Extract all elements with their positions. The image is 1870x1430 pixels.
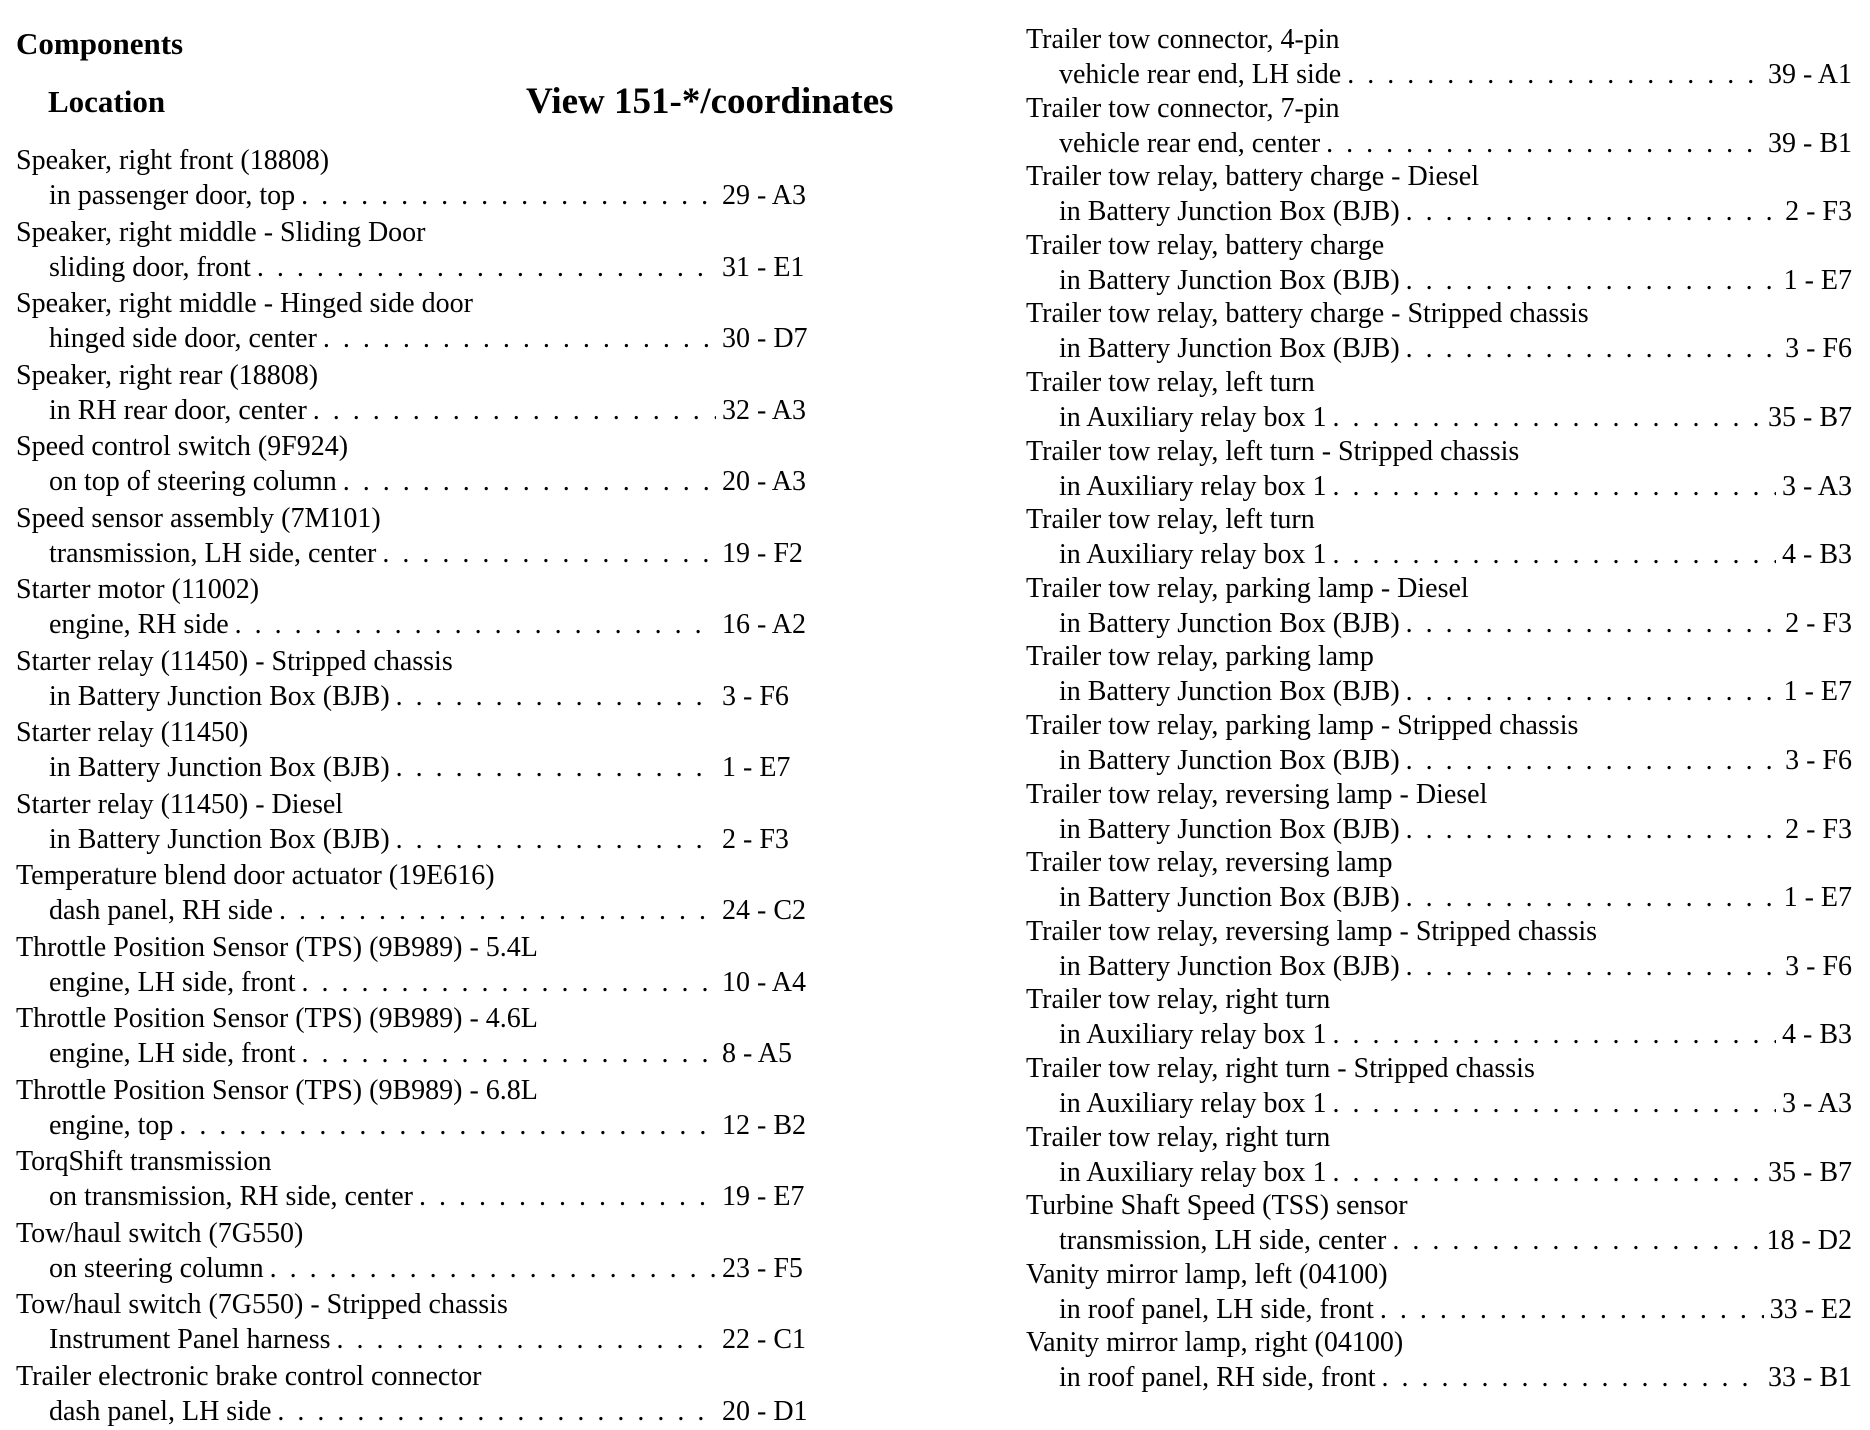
component-location-row xyxy=(1026,1223,1852,1258)
component-location: engine, LH side, front xyxy=(49,1036,296,1071)
component-name: Turbine Shaft Speed (TSS) sensor xyxy=(1026,1188,1852,1223)
component-entry xyxy=(16,1144,848,1216)
view-coordinate: 4 - B3 xyxy=(1782,1017,1852,1052)
component-name: Vanity mirror lamp, right (04100) xyxy=(1026,1325,1852,1360)
view-coordinate: 1 - E7 xyxy=(1784,880,1852,915)
component-location-row xyxy=(16,178,848,213)
component-name: Throttle Position Sensor (TPS) (9B989) - 5.4L xyxy=(16,930,848,965)
dot-leader xyxy=(277,1394,716,1429)
component-name: Trailer electronic brake control connector xyxy=(16,1359,848,1394)
view-coordinate: 33 - B1 xyxy=(1768,1360,1852,1395)
component-location-row xyxy=(16,822,848,857)
component-location-row xyxy=(16,1036,848,1071)
component-entry xyxy=(16,715,848,787)
dot-leader xyxy=(1380,1292,1764,1327)
component-entry xyxy=(16,858,848,930)
component-location: engine, RH side xyxy=(49,607,229,642)
component-name: Speaker, right middle - Hinged side door xyxy=(16,286,848,321)
dot-leader xyxy=(1326,126,1762,161)
dot-leader xyxy=(1333,469,1776,504)
dot-leader xyxy=(1333,537,1776,572)
view-coordinate: 22 - C1 xyxy=(722,1322,848,1357)
dot-leader xyxy=(396,822,716,857)
component-location-row xyxy=(16,393,848,428)
component-name: Trailer tow relay, parking lamp - Diesel xyxy=(1026,571,1852,606)
view-coordinate: 24 - C2 xyxy=(722,893,848,928)
component-location-row xyxy=(1026,469,1852,504)
component-entry xyxy=(16,572,848,644)
component-name: Trailer tow relay, parking lamp xyxy=(1026,639,1852,674)
view-coordinate: 3 - F6 xyxy=(1785,743,1852,778)
component-location: in Auxiliary relay box 1 xyxy=(1059,1155,1327,1190)
component-entry xyxy=(1026,1257,1852,1326)
component-location-row xyxy=(1026,1155,1852,1190)
dot-leader xyxy=(257,250,716,285)
component-name: Temperature blend door actuator (19E616) xyxy=(16,858,848,893)
component-name: Trailer tow relay, battery charge xyxy=(1026,228,1852,263)
view-coordinate: 19 - F2 xyxy=(722,536,848,571)
dot-leader xyxy=(396,750,716,785)
dot-leader xyxy=(1333,1086,1776,1121)
dot-leader xyxy=(382,536,716,571)
component-name: Speaker, right middle - Sliding Door xyxy=(16,215,848,250)
component-entry xyxy=(1026,845,1852,914)
view-coordinate: 33 - E2 xyxy=(1770,1292,1852,1327)
component-location-row xyxy=(16,536,848,571)
component-location: in Auxiliary relay box 1 xyxy=(1059,1086,1327,1121)
component-location: in roof panel, RH side, front xyxy=(1059,1360,1376,1395)
component-location: engine, top xyxy=(49,1108,173,1143)
component-entry xyxy=(1026,434,1852,503)
view-coordinate: 39 - B1 xyxy=(1768,126,1852,161)
dot-leader xyxy=(323,321,716,356)
view-coordinate: 20 - A3 xyxy=(722,464,848,499)
component-location-row xyxy=(1026,1086,1852,1121)
component-entry xyxy=(1026,502,1852,571)
dot-leader xyxy=(1406,331,1779,366)
component-entry xyxy=(16,1073,848,1145)
component-location-row xyxy=(1026,537,1852,572)
component-location-row xyxy=(1026,880,1852,915)
component-entry xyxy=(1026,914,1852,983)
component-name: Speed sensor assembly (7M101) xyxy=(16,501,848,536)
component-name: Trailer tow relay, left turn xyxy=(1026,365,1852,400)
component-location-row xyxy=(1026,1360,1852,1395)
view-coordinate: 2 - F3 xyxy=(1785,812,1852,847)
dot-leader xyxy=(179,1108,716,1143)
view-coordinate: 8 - A5 xyxy=(722,1036,848,1071)
component-entry xyxy=(1026,708,1852,777)
component-location: in Battery Junction Box (BJB) xyxy=(49,750,390,785)
view-coordinate: 16 - A2 xyxy=(722,607,848,642)
view-coordinate: 29 - A3 xyxy=(722,178,848,213)
view-coordinate: 3 - F6 xyxy=(1785,331,1852,366)
view-coordinate: 30 - D7 xyxy=(722,321,848,356)
dot-leader xyxy=(396,679,716,714)
dot-leader xyxy=(1406,674,1778,709)
dot-leader xyxy=(313,393,716,428)
component-location: in Battery Junction Box (BJB) xyxy=(1059,812,1400,847)
dot-leader xyxy=(1406,880,1778,915)
component-name: Throttle Position Sensor (TPS) (9B989) - 6.8L xyxy=(16,1073,848,1108)
component-location: in Battery Junction Box (BJB) xyxy=(49,822,390,857)
component-entry xyxy=(16,215,848,287)
component-location: sliding door, front xyxy=(49,250,251,285)
component-entry xyxy=(1026,639,1852,708)
component-entry xyxy=(1026,1325,1852,1394)
component-name: Trailer tow connector, 7-pin xyxy=(1026,91,1852,126)
location-column-header: Location xyxy=(48,84,165,120)
component-name: Vanity mirror lamp, left (04100) xyxy=(1026,1257,1852,1292)
view-coordinate: 39 - A1 xyxy=(1768,57,1852,92)
component-location-row xyxy=(16,321,848,356)
view-coordinate: 32 - A3 xyxy=(722,393,848,428)
component-location: in roof panel, LH side, front xyxy=(1059,1292,1374,1327)
component-name: Tow/haul switch (7G550) xyxy=(16,1216,848,1251)
view-coordinate: 1 - E7 xyxy=(722,750,848,785)
component-name: Trailer tow connector, 4-pin xyxy=(1026,22,1852,57)
component-location-row xyxy=(1026,1292,1852,1327)
component-name: Starter relay (11450) - Diesel xyxy=(16,787,848,822)
component-location: dash panel, LH side xyxy=(49,1394,271,1429)
component-entry xyxy=(1026,571,1852,640)
component-name: Tow/haul switch (7G550) - Stripped chassis xyxy=(16,1287,848,1322)
component-name: Starter motor (11002) xyxy=(16,572,848,607)
section-title: Components xyxy=(16,26,183,62)
dot-leader xyxy=(343,464,716,499)
component-entry xyxy=(16,644,848,716)
component-location-row xyxy=(16,750,848,785)
component-location-row xyxy=(16,1251,848,1286)
component-name: TorqShift transmission xyxy=(16,1144,848,1179)
component-entry xyxy=(16,1359,848,1430)
component-location-row xyxy=(1026,331,1852,366)
dot-leader xyxy=(419,1179,716,1214)
dot-leader xyxy=(1333,1017,1776,1052)
component-entry xyxy=(1026,228,1852,297)
view-coordinate: 35 - B7 xyxy=(1768,1155,1852,1190)
dot-leader xyxy=(1333,1155,1762,1190)
component-name: Speaker, right front (18808) xyxy=(16,143,848,178)
dot-leader xyxy=(1392,1223,1760,1258)
component-location-row xyxy=(16,1394,848,1429)
view-coordinate: 3 - F6 xyxy=(722,679,848,714)
view-coordinate: 35 - B7 xyxy=(1768,400,1852,435)
dot-leader xyxy=(270,1251,716,1286)
component-entry xyxy=(1026,365,1852,434)
component-entry xyxy=(16,429,848,501)
component-location: in Battery Junction Box (BJB) xyxy=(1059,674,1400,709)
view-coordinate: 4 - B3 xyxy=(1782,537,1852,572)
component-location-row xyxy=(16,965,848,1000)
component-name: Trailer tow relay, right turn - Stripped chassis xyxy=(1026,1051,1852,1086)
component-location-row xyxy=(16,607,848,642)
component-name: Trailer tow relay, left turn - Stripped chassis xyxy=(1026,434,1852,469)
view-coordinate: 23 - F5 xyxy=(722,1251,848,1286)
component-location: in Auxiliary relay box 1 xyxy=(1059,1017,1327,1052)
component-location: in Battery Junction Box (BJB) xyxy=(1059,331,1400,366)
component-location: in Battery Junction Box (BJB) xyxy=(49,679,390,714)
component-location: in Auxiliary relay box 1 xyxy=(1059,400,1327,435)
dot-leader xyxy=(1347,57,1762,92)
component-entry xyxy=(16,501,848,573)
dot-leader xyxy=(1333,400,1762,435)
component-name: Trailer tow relay, reversing lamp xyxy=(1026,845,1852,880)
component-entry xyxy=(16,1287,848,1359)
component-location-row xyxy=(1026,674,1852,709)
component-name: Trailer tow relay, parking lamp - Stripped chassis xyxy=(1026,708,1852,743)
component-location: on transmission, RH side, center xyxy=(49,1179,413,1214)
component-name: Trailer tow relay, reversing lamp - Stripped chassis xyxy=(1026,914,1852,949)
component-entry xyxy=(16,787,848,859)
component-entry xyxy=(1026,777,1852,846)
component-location: in passenger door, top xyxy=(49,178,295,213)
view-coordinate: 12 - B2 xyxy=(722,1108,848,1143)
component-location: in Battery Junction Box (BJB) xyxy=(1059,880,1400,915)
component-location: in Battery Junction Box (BJB) xyxy=(1059,606,1400,641)
view-coordinate: 3 - A3 xyxy=(1782,1086,1852,1121)
dot-leader xyxy=(235,607,716,642)
view-coordinate: 19 - E7 xyxy=(722,1179,848,1214)
view-coordinate: 10 - A4 xyxy=(722,965,848,1000)
view-coordinate: 2 - F3 xyxy=(722,822,848,857)
component-location-row xyxy=(16,1108,848,1143)
component-name: Throttle Position Sensor (TPS) (9B989) - 4.6L xyxy=(16,1001,848,1036)
dot-leader xyxy=(1406,263,1778,298)
component-location-row xyxy=(1026,194,1852,229)
component-entry xyxy=(1026,1051,1852,1120)
component-location-row xyxy=(16,679,848,714)
component-location: engine, LH side, front xyxy=(49,965,296,1000)
component-name: Trailer tow relay, battery charge - Stripped chassis xyxy=(1026,296,1852,331)
component-location: in RH rear door, center xyxy=(49,393,307,428)
component-location-row xyxy=(16,464,848,499)
component-name: Starter relay (11450) - Stripped chassis xyxy=(16,644,848,679)
view-coordinate: 31 - E1 xyxy=(722,250,848,285)
view-coordinate: 3 - A3 xyxy=(1782,469,1852,504)
dot-leader xyxy=(302,1036,717,1071)
dot-leader xyxy=(1406,194,1779,229)
component-location-row xyxy=(1026,1017,1852,1052)
component-name: Trailer tow relay, left turn xyxy=(1026,502,1852,537)
left-entry-list xyxy=(16,143,848,1430)
component-location: in Auxiliary relay box 1 xyxy=(1059,469,1327,504)
component-name: Trailer tow relay, reversing lamp - Diesel xyxy=(1026,777,1852,812)
component-location-row xyxy=(16,1179,848,1214)
component-location: vehicle rear end, LH side xyxy=(1059,57,1341,92)
component-location: on steering column xyxy=(49,1251,264,1286)
dot-leader xyxy=(1406,606,1779,641)
component-location-row xyxy=(1026,57,1852,92)
component-location-row xyxy=(1026,263,1852,298)
right-entry-list xyxy=(1026,22,1852,1394)
view-coordinate: 2 - F3 xyxy=(1785,606,1852,641)
component-location: in Battery Junction Box (BJB) xyxy=(1059,194,1400,229)
component-location-row xyxy=(16,893,848,928)
view-coordinate: 1 - E7 xyxy=(1784,674,1852,709)
component-location: transmission, LH side, center xyxy=(49,536,376,571)
component-name: Trailer tow relay, battery charge - Diesel xyxy=(1026,159,1852,194)
component-location: in Battery Junction Box (BJB) xyxy=(1059,743,1400,778)
dot-leader xyxy=(1382,1360,1763,1395)
component-name: Starter relay (11450) xyxy=(16,715,848,750)
component-location-row xyxy=(16,250,848,285)
component-location-row xyxy=(1026,400,1852,435)
component-entry xyxy=(1026,159,1852,228)
component-entry xyxy=(1026,1188,1852,1257)
component-location-row xyxy=(1026,743,1852,778)
dot-leader xyxy=(1406,812,1779,847)
component-location: transmission, LH side, center xyxy=(1059,1223,1386,1258)
component-entry xyxy=(16,143,848,215)
component-location: in Battery Junction Box (BJB) xyxy=(1059,949,1400,984)
view-coordinate: 20 - D1 xyxy=(722,1394,848,1429)
dot-leader xyxy=(279,893,716,928)
component-location-row xyxy=(1026,949,1852,984)
component-location: in Battery Junction Box (BJB) xyxy=(1059,263,1400,298)
component-name: Speed control switch (9F924) xyxy=(16,429,848,464)
component-location: vehicle rear end, center xyxy=(1059,126,1320,161)
component-location-row xyxy=(1026,812,1852,847)
dot-leader xyxy=(1406,949,1779,984)
view-coordinates-column-header: View 151-*/coordinates xyxy=(526,80,894,123)
component-name: Trailer tow relay, right turn xyxy=(1026,982,1852,1017)
component-location-row xyxy=(16,1322,848,1357)
view-coordinate: 18 - D2 xyxy=(1766,1223,1852,1258)
view-coordinate: 1 - E7 xyxy=(1784,263,1852,298)
component-location: Instrument Panel harness xyxy=(49,1322,331,1357)
component-location-row xyxy=(1026,126,1852,161)
dot-leader xyxy=(1406,743,1779,778)
component-name: Speaker, right rear (18808) xyxy=(16,358,848,393)
dot-leader xyxy=(302,965,717,1000)
component-name: Trailer tow relay, right turn xyxy=(1026,1120,1852,1155)
component-location: hinged side door, center xyxy=(49,321,317,356)
view-coordinate: 3 - F6 xyxy=(1785,949,1852,984)
component-entry xyxy=(1026,91,1852,160)
component-entry xyxy=(1026,296,1852,365)
component-entry xyxy=(1026,982,1852,1051)
component-entry xyxy=(16,358,848,430)
component-location-row xyxy=(1026,606,1852,641)
component-entry xyxy=(16,930,848,1002)
component-entry xyxy=(1026,22,1852,91)
component-entry xyxy=(16,1001,848,1073)
dot-leader xyxy=(337,1322,717,1357)
component-entry xyxy=(1026,1120,1852,1189)
dot-leader xyxy=(301,178,716,213)
view-coordinate: 2 - F3 xyxy=(1785,194,1852,229)
component-entry xyxy=(16,286,848,358)
component-location: dash panel, RH side xyxy=(49,893,273,928)
component-entry xyxy=(16,1216,848,1288)
component-location: in Auxiliary relay box 1 xyxy=(1059,537,1327,572)
component-location: on top of steering column xyxy=(49,464,337,499)
